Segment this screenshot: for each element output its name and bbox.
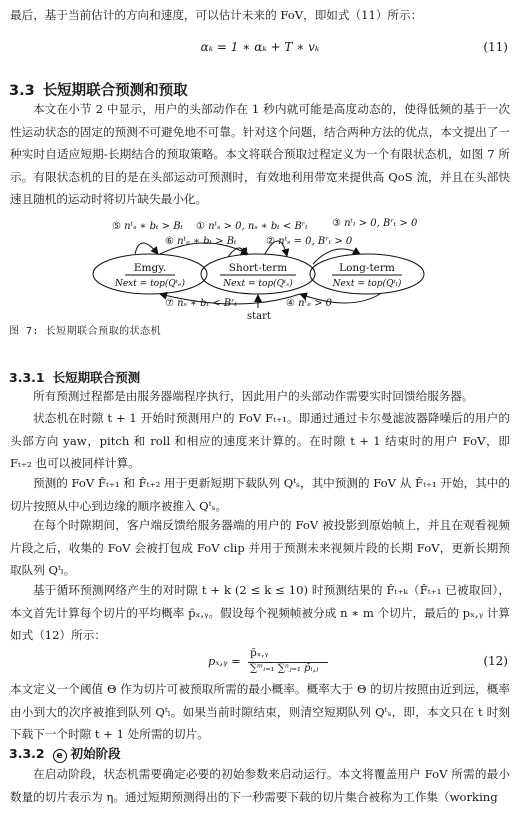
section-number: 3.3 xyxy=(9,83,35,99)
equation-12-numerator: p̄ₓ,ᵧ xyxy=(250,647,269,659)
intro-line: 最后，基于当前估计的方向和速度，可以估计未来的 FoV，即如式（11）所示： xyxy=(10,8,423,22)
transition-5: ⑤ nᵗₛ ∗ bₜ > Bₜ xyxy=(112,221,184,232)
transition-7: ⑦ nₛ ∗ bₜ < Bʳₜ xyxy=(165,298,238,309)
transition-3: ③ nᵗₗ > 0, Bʳₜ > 0 xyxy=(332,218,418,229)
section-3-3-1-heading xyxy=(9,368,140,386)
equation-12-lhs: pₓ,ᵧ = xyxy=(208,654,241,668)
equation-12-denominator: ∑ᵐᵢ₌₁ ∑ⁿⱼ₌₁ p̄ᵢ,ⱼ xyxy=(250,663,319,674)
paragraph-331-3: 预测的 FoV F̂ₜ₊₁ 和 F̂ₜ₊₂ 用于更新短期下载队列 Qᵗₛ，其中预测的 FoV 从 F̂ₜ₊₁ 开始，其中的切片按照从中心到边缘的顺序被推入 Qᵗₛ。 xyxy=(10,476,510,513)
section-3-3-paragraph: 本文在小节 2 中显示，用户的头部动作在 1 秒内就可能是高度动态的，使得低频的基于一次性运动状态的固定的预测不可避免地不可靠。针对这个问题，结合两种方法的优点，本文提出了一种实时自适应短期-长期结合的预取策略。本文将联合预取过程定义为一个有限状态机，如图 7 所示。有限状态机的目的是在头部运动可预测时，有效地利用带宽来提供高 QoS 流，并且在头部快速且随机的运动时将切片缺失最小化。 xyxy=(10,102,510,206)
section-number: 3.3.1 xyxy=(9,370,45,385)
transition-4: ④ nᵗₑ > 0 xyxy=(286,298,333,309)
section-title: 初始阶段 xyxy=(70,746,121,761)
state-machine-figure xyxy=(0,212,520,322)
start-label: start xyxy=(247,311,271,322)
state-long-term-next: Next = top(Qᵗₗ) xyxy=(332,279,402,289)
section-number: 3.3.2 xyxy=(9,746,45,761)
figure-caption: 图 7: 长短期联合预取的状态机 xyxy=(9,326,162,337)
state-emergency-label: Emgy. xyxy=(133,262,167,274)
section-title: 长短期联合预测 xyxy=(52,370,141,385)
transition-1: ① nᵗₛ > 0, nₛ ∗ bₜ < Bʳₜ xyxy=(196,221,308,232)
state-long-term-label: Long-term xyxy=(339,262,395,274)
transition-6: ⑥ nᵗₑ ∗ bₜ > Bₜ xyxy=(165,236,237,247)
equation-11 xyxy=(10,38,510,60)
section-title: 长短期联合预测和预取 xyxy=(42,83,188,99)
paragraph-331-2: 状态机在时隙 t + 1 开始时预测用户的 FoV Fₜ₊₁。即通过通过卡尔曼滤波器降噪后的用户的头部方向 yaw，pitch 和 roll 和相应的速度来计算的。在时隙 t + 1 结束时的用户 FoV，即 Fₜ₊₂ 也可以被同样计算。 xyxy=(10,411,510,470)
paragraph-331-6: 本文定义一个阈值 Θ 作为切片可被预取所需的最小概率。概率大于 Θ 的切片按照由近到远，概率由小到大的次序被推到队列 Qᵗₗ。如果当前时隙结束，则清空短期队列 Qᵗₛ，即，本文只在 t 时刻下载下一个时隙 t + 1 处所需的切片。 xyxy=(10,682,510,741)
equation-12 xyxy=(10,649,510,679)
equation-11-formula: αₖ = 1 ∗ αₖ + T ∗ vₖ xyxy=(200,40,320,54)
state-emergency-next: Next = top(Qᵗₑ) xyxy=(114,279,186,289)
paragraph-332: 在启动阶段，状态机需要确定必要的初始参数来启动运行。本文将覆盖用户 FoV 所需的最小数量的切片表示为 η。通过短期预测得出的下一秒需要下载的切片集合被称为工作集（working xyxy=(10,767,510,804)
section-3-3-2-heading xyxy=(9,744,121,763)
equation-12-number: (12) xyxy=(483,654,508,668)
transition-2: ② nᵗₛ = 0, Bʳₜ > 0 xyxy=(266,236,353,247)
section-3-3-heading xyxy=(9,79,188,100)
paragraph-331-4: 在每个时隙期间，客户端反馈给服务器端的用户的 FoV 被投影到原始帧上，并且在观看视频片段之后，收集的 FoV 会被打包成 FoV clip 并用于预测未来视频片段的长期 FoV，更新长期预取队列 Qᵗₗ。 xyxy=(10,518,510,577)
paragraph-331-1: 所有预测过程都是由服务器端程序执行，因此用户的头部动作需要实时回馈给服务器。 xyxy=(33,389,474,403)
state-short-term-label: Short-term xyxy=(228,262,288,274)
circled-e-icon: e xyxy=(53,749,67,763)
state-short-term-next: Next = top(Qᵗₛ) xyxy=(223,279,293,289)
equation-11-number: (11) xyxy=(483,40,508,54)
paragraph-331-5: 基于循环预测网络产生的对时隙 t + k (2 ≤ k ≤ 10) 时预测结果的 F̂ₜ₊ₖ（F̂ₜ₊₁ 已被取回），本文首先计算每个切片的平均概率 p̄ₓ,ᵧ。假设每个视频帧被分成 n ∗ m 个切片，最后的 pₓ,ᵧ 计算如式（12）所示： xyxy=(10,583,510,642)
